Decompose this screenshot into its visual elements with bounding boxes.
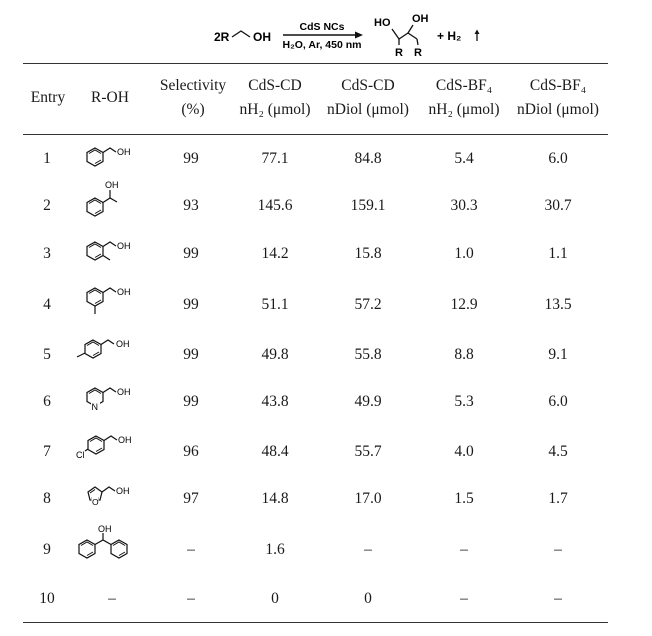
row-4-selectivity: 99 [183,296,199,313]
scheme-reactant-r: 2R [214,30,230,44]
header-bf4-h2: CdS-BF₄ nH₂ (μmol) [428,77,500,118]
row-2-bf4-h2: 30.3 [450,197,478,214]
row-2-cd-diol: 159.1 [350,197,386,214]
row-8-entry: 8 [43,490,51,507]
row-7-cl-label: Cl [76,450,85,460]
row-8-bf4-diol: 1.7 [548,490,568,507]
row-6-bf4-diol: 6.0 [548,393,568,410]
row-5-bf4-diol: 9.1 [548,346,568,363]
row-8-cd-diol: 17.0 [354,490,382,507]
row-2-oh-label: OH [105,180,119,190]
row-2-cd-h2: 145.6 [257,197,293,214]
row-3-oh-label: OH [117,241,131,251]
row-3-entry: 3 [43,245,51,262]
reaction-scheme [0,0,652,62]
row-9-cd-diol: – [364,541,372,558]
row-1-oh-label: OH [117,147,131,157]
2-methylbenzyl-alcohol-structure [82,234,142,274]
row-7-bf4-diol: 4.5 [548,443,568,460]
furfuryl-alcohol-structure [82,478,142,514]
scheme-catalyst: CdS NCs [299,21,345,33]
row-10-cd-h2: 0 [271,590,279,607]
row-1-entry: 1 [43,150,51,167]
row-10-bf4-h2: – [460,590,468,607]
row-3-cd-diol: 15.8 [354,245,382,262]
header-entry: Entry [30,89,66,106]
benzhydrol-structure [72,524,154,568]
row-1-bf4-h2: 5.4 [454,150,474,167]
scheme-reactant-oh: OH [253,30,271,44]
scheme-product-backbone [392,29,417,39]
table-header-rule [23,134,608,135]
scheme-product-ho: HO [374,17,391,29]
row-6-cd-h2: 43.8 [261,393,289,410]
1-phenylethanol-structure [82,178,142,226]
row-10-cd-diol: 0 [364,590,372,607]
row-5-selectivity: 99 [183,346,199,363]
row-6-bf4-h2: 5.3 [454,393,474,410]
row-4-cd-h2: 51.1 [261,296,289,313]
benzyl-alcohol-structure [82,140,142,176]
4-chlorobenzyl-alcohol-structure [74,427,150,467]
row-1-bf4-diol: 6.0 [548,150,568,167]
scheme-arrow-head [355,32,363,39]
row-9-bf4-diol: – [554,541,562,558]
row-9-entry: 9 [43,541,51,558]
scheme-reactant-bonds [232,31,250,37]
row-10-selectivity: – [187,590,195,607]
row-10-roh: – [108,590,116,607]
row-9-cd-h2: 1.6 [265,541,285,558]
row-5-bf4-h2: 8.8 [454,346,474,363]
row-9-bf4-h2: – [460,541,468,558]
row-9-selectivity: – [187,541,195,558]
row-5-oh-label: OH [116,339,130,349]
scheme-gas-arrow-head [475,30,480,35]
row-4-entry: 4 [43,296,51,313]
row-7-oh-label: OH [118,435,132,445]
row-9-oh-label: OH [98,524,112,534]
row-8-selectivity: 97 [183,490,199,507]
row-3-selectivity: 99 [183,245,199,262]
header-cdscd-h2: CdS-CD nH₂ (μmol) [239,77,311,118]
row-8-cd-h2: 14.8 [261,490,289,507]
4-methylbenzyl-alcohol-structure [74,334,150,374]
row-3-bf4-h2: 1.0 [454,245,474,262]
row-7-cd-diol: 55.7 [354,443,382,460]
row-10-entry: 10 [39,590,55,607]
row-4-bf4-h2: 12.9 [450,296,478,313]
row-5-cd-h2: 49.8 [261,346,289,363]
row-6-entry: 6 [43,393,51,410]
header-roh: R-OH [91,89,129,106]
row-2-entry: 2 [43,197,51,214]
scheme-product-r2: R [414,47,422,59]
row-2-bf4-diol: 30.7 [544,197,572,214]
row-1-selectivity: 99 [183,150,199,167]
row-4-oh-label: OH [117,287,131,297]
3-methylbenzyl-alcohol-structure [82,280,142,326]
row-6-selectivity: 99 [183,393,199,410]
row-7-bf4-h2: 4.0 [454,443,474,460]
row-6-n-label: N [91,402,98,412]
row-8-bf4-h2: 1.5 [454,490,474,507]
table-bottom-rule [23,622,608,623]
row-6-cd-diol: 49.9 [354,393,382,410]
row-8-o-label: O [92,497,99,507]
scheme-product-r1: R [395,47,403,59]
row-7-cd-h2: 48.4 [261,443,289,460]
row-1-cd-diol: 84.8 [354,150,382,167]
row-7-entry: 7 [43,443,51,460]
scheme-product-r2-bond [417,39,418,45]
row-2-selectivity: 93 [183,197,199,214]
row-10-bf4-diol: – [554,590,562,607]
row-6-oh-label: OH [117,387,131,397]
row-3-cd-h2: 14.2 [261,245,289,262]
row-4-cd-diol: 57.2 [354,296,382,313]
row-8-oh-label: OH [116,486,130,496]
scheme-product-oh-bond [408,25,413,33]
row-1-cd-h2: 77.1 [261,150,289,167]
header-cdscd-diol: CdS-CD nDiol (μmol) [327,77,409,118]
header-bf4-diol: CdS-BF₄ nDiol (μmol) [517,77,599,118]
row-5-cd-diol: 55.8 [354,346,382,363]
row-3-bf4-diol: 1.1 [548,245,568,262]
scheme-product-oh: OH [412,13,429,25]
row-5-entry: 5 [43,346,51,363]
scheme-conditions: H₂O, Ar, 450 nm [282,39,362,51]
row-4-bf4-diol: 13.5 [544,296,572,313]
table-top-rule [23,63,608,64]
header-selectivity: Selectivity (%) [159,77,227,118]
scheme-byproduct: + H₂ [437,29,462,43]
3-pyridinemethanol-structure [82,380,142,420]
row-7-selectivity: 96 [183,443,199,460]
